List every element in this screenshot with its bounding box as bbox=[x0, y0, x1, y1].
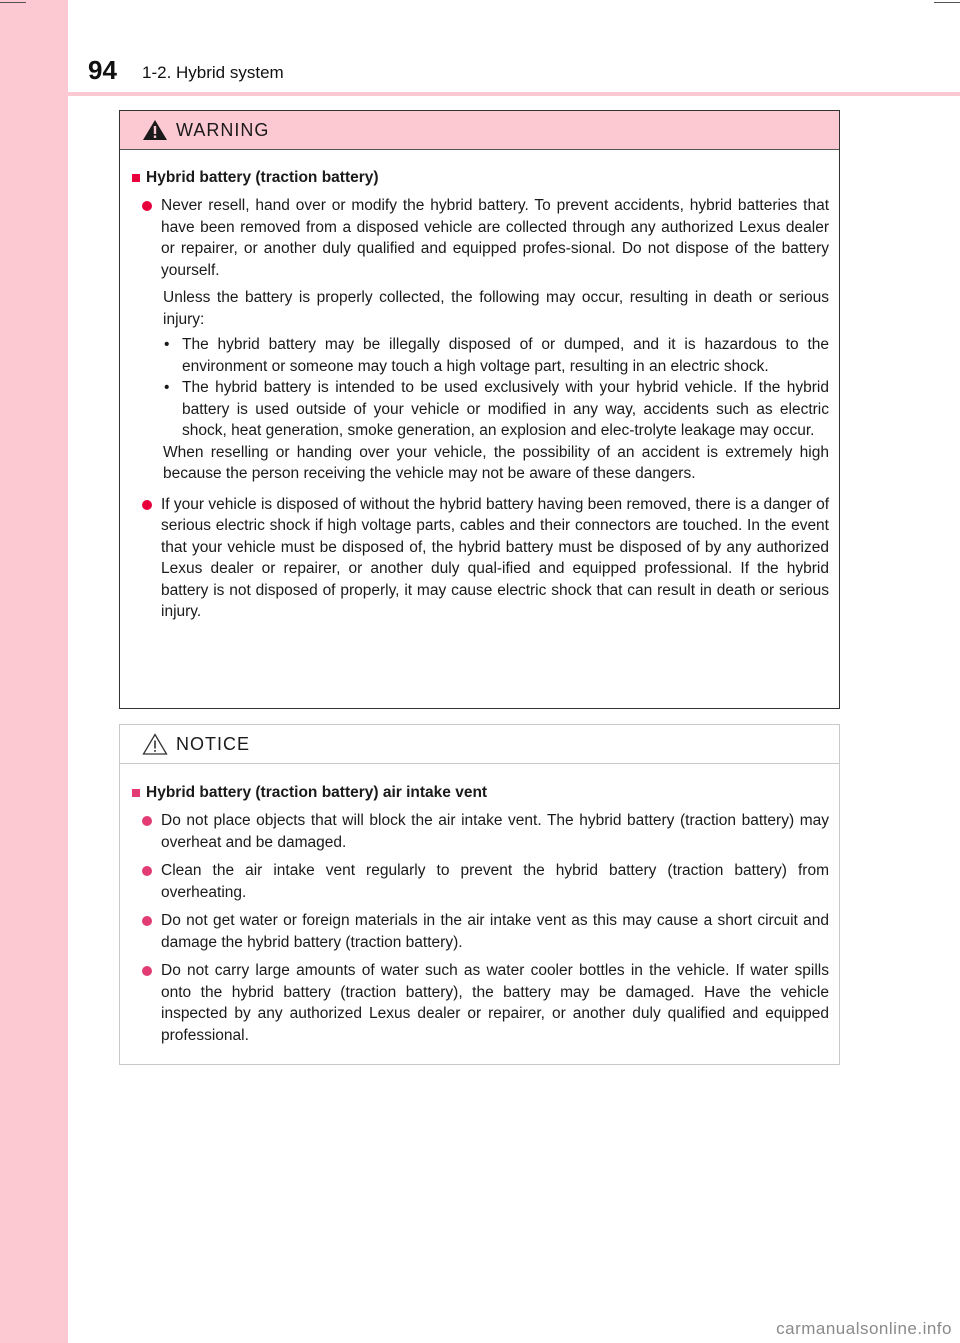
round-bullet-icon bbox=[142, 816, 152, 826]
dot-marker: • bbox=[164, 336, 170, 353]
dot-marker: • bbox=[164, 379, 170, 396]
round-bullet-icon bbox=[142, 916, 152, 926]
warning-paragraph: When reselling or handing over your vehicle, the possibility of an accident is extremely high because the person receiving the vehicle may not be aware of these dangers. bbox=[163, 443, 829, 482]
notice-bullet: Do not get water or foreign materials in the air intake vent as this may cause a short circuit and damage the hybrid battery (traction battery). bbox=[161, 912, 829, 951]
notice-bullet: Do not place objects that will block the air intake vent. The hybrid battery (traction battery) may overheat and be damaged. bbox=[161, 812, 829, 851]
watermark: carmanualsonline.info bbox=[776, 1319, 952, 1338]
warning-heading-text: Hybrid battery (traction battery) bbox=[146, 169, 379, 186]
crop-mark-right bbox=[934, 2, 960, 3]
round-bullet-icon bbox=[142, 966, 152, 976]
warning-heading bbox=[130, 167, 829, 189]
square-bullet-icon bbox=[132, 174, 140, 182]
warning-body bbox=[120, 150, 839, 623]
warning-box bbox=[119, 110, 840, 709]
notice-heading bbox=[130, 782, 829, 804]
warning-bullet-1: Never resell, hand over or modify the hybrid battery. To prevent accidents, hybrid batteries that have been removed from a disposed vehicle are collected through any authorized Lexus dealer or repairer, or another duly qualified and equipped profes-sional. Do not dispose of the battery yourself. bbox=[161, 197, 829, 279]
list-item bbox=[130, 494, 829, 623]
warning-header bbox=[120, 111, 839, 150]
notice-box bbox=[119, 724, 840, 1065]
side-color-band bbox=[0, 0, 68, 1343]
round-bullet-icon bbox=[142, 500, 152, 510]
notice-heading-text: Hybrid battery (traction battery) air intake vent bbox=[146, 784, 488, 801]
list-item bbox=[130, 910, 829, 953]
notice-header bbox=[120, 725, 839, 764]
notice-bullet: Do not carry large amounts of water such as water cooler bottles in the vehicle. If water spills onto the hybrid battery (traction battery), the battery may be damaged. Have the vehicle inspected by any authorized Lexus dealer or repairer, or another duly qualified and equipped professional. bbox=[161, 962, 829, 1044]
sub-item-text: The hybrid battery may be illegally disposed of or dumped, and it is hazardous to the environment or someone may touch a high voltage part, resulting in an electric shock. bbox=[182, 336, 829, 375]
list-item bbox=[130, 960, 829, 1046]
crop-mark-left bbox=[0, 2, 26, 3]
notice-body bbox=[120, 764, 839, 1046]
list-item bbox=[130, 810, 829, 853]
caution-triangle-icon bbox=[142, 733, 168, 755]
warning-title: WARNING bbox=[176, 119, 270, 140]
header-rule bbox=[68, 92, 960, 96]
warning-bullet-1-details bbox=[130, 287, 829, 485]
notice-title: NOTICE bbox=[176, 733, 251, 754]
list-item bbox=[130, 195, 829, 281]
notice-bullet: Clean the air intake vent regularly to prevent the hybrid battery (traction battery) from overheating. bbox=[161, 862, 829, 901]
sub-list-item bbox=[163, 377, 829, 442]
warning-bullet-2: If your vehicle is disposed of without the hybrid battery having been removed, there is a danger of serious electric shock if high voltage parts, cables and their connectors are touched. In the event that your vehicle must be disposed of, the hybrid battery must be disposed of by any authorized Lexus dealer or repairer, or another duly qual-ified and equipped professional. If the hybrid battery is not disposed of properly, it may cause electric shock that can result in death or serious injury. bbox=[161, 495, 829, 620]
warning-paragraph: Unless the battery is properly collected, the following may occur, resulting in death or serious injury: bbox=[163, 289, 829, 328]
square-bullet-icon bbox=[132, 789, 140, 797]
sub-list-item bbox=[163, 334, 829, 377]
list-item bbox=[130, 860, 829, 903]
section-title: 1-2. Hybrid system bbox=[142, 63, 284, 82]
warning-triangle-icon bbox=[142, 119, 168, 141]
round-bullet-icon bbox=[142, 201, 152, 211]
sub-item-text: The hybrid battery is intended to be used exclusively with your hybrid vehicle. If the hybrid battery is used outside of your vehicle or modified in any way, accidents such as electric shock, heat generation, smoke generation, an explosion and elec-trolyte leakage may occur. bbox=[182, 379, 829, 439]
round-bullet-icon bbox=[142, 866, 152, 876]
page-number: 94 bbox=[88, 55, 117, 85]
